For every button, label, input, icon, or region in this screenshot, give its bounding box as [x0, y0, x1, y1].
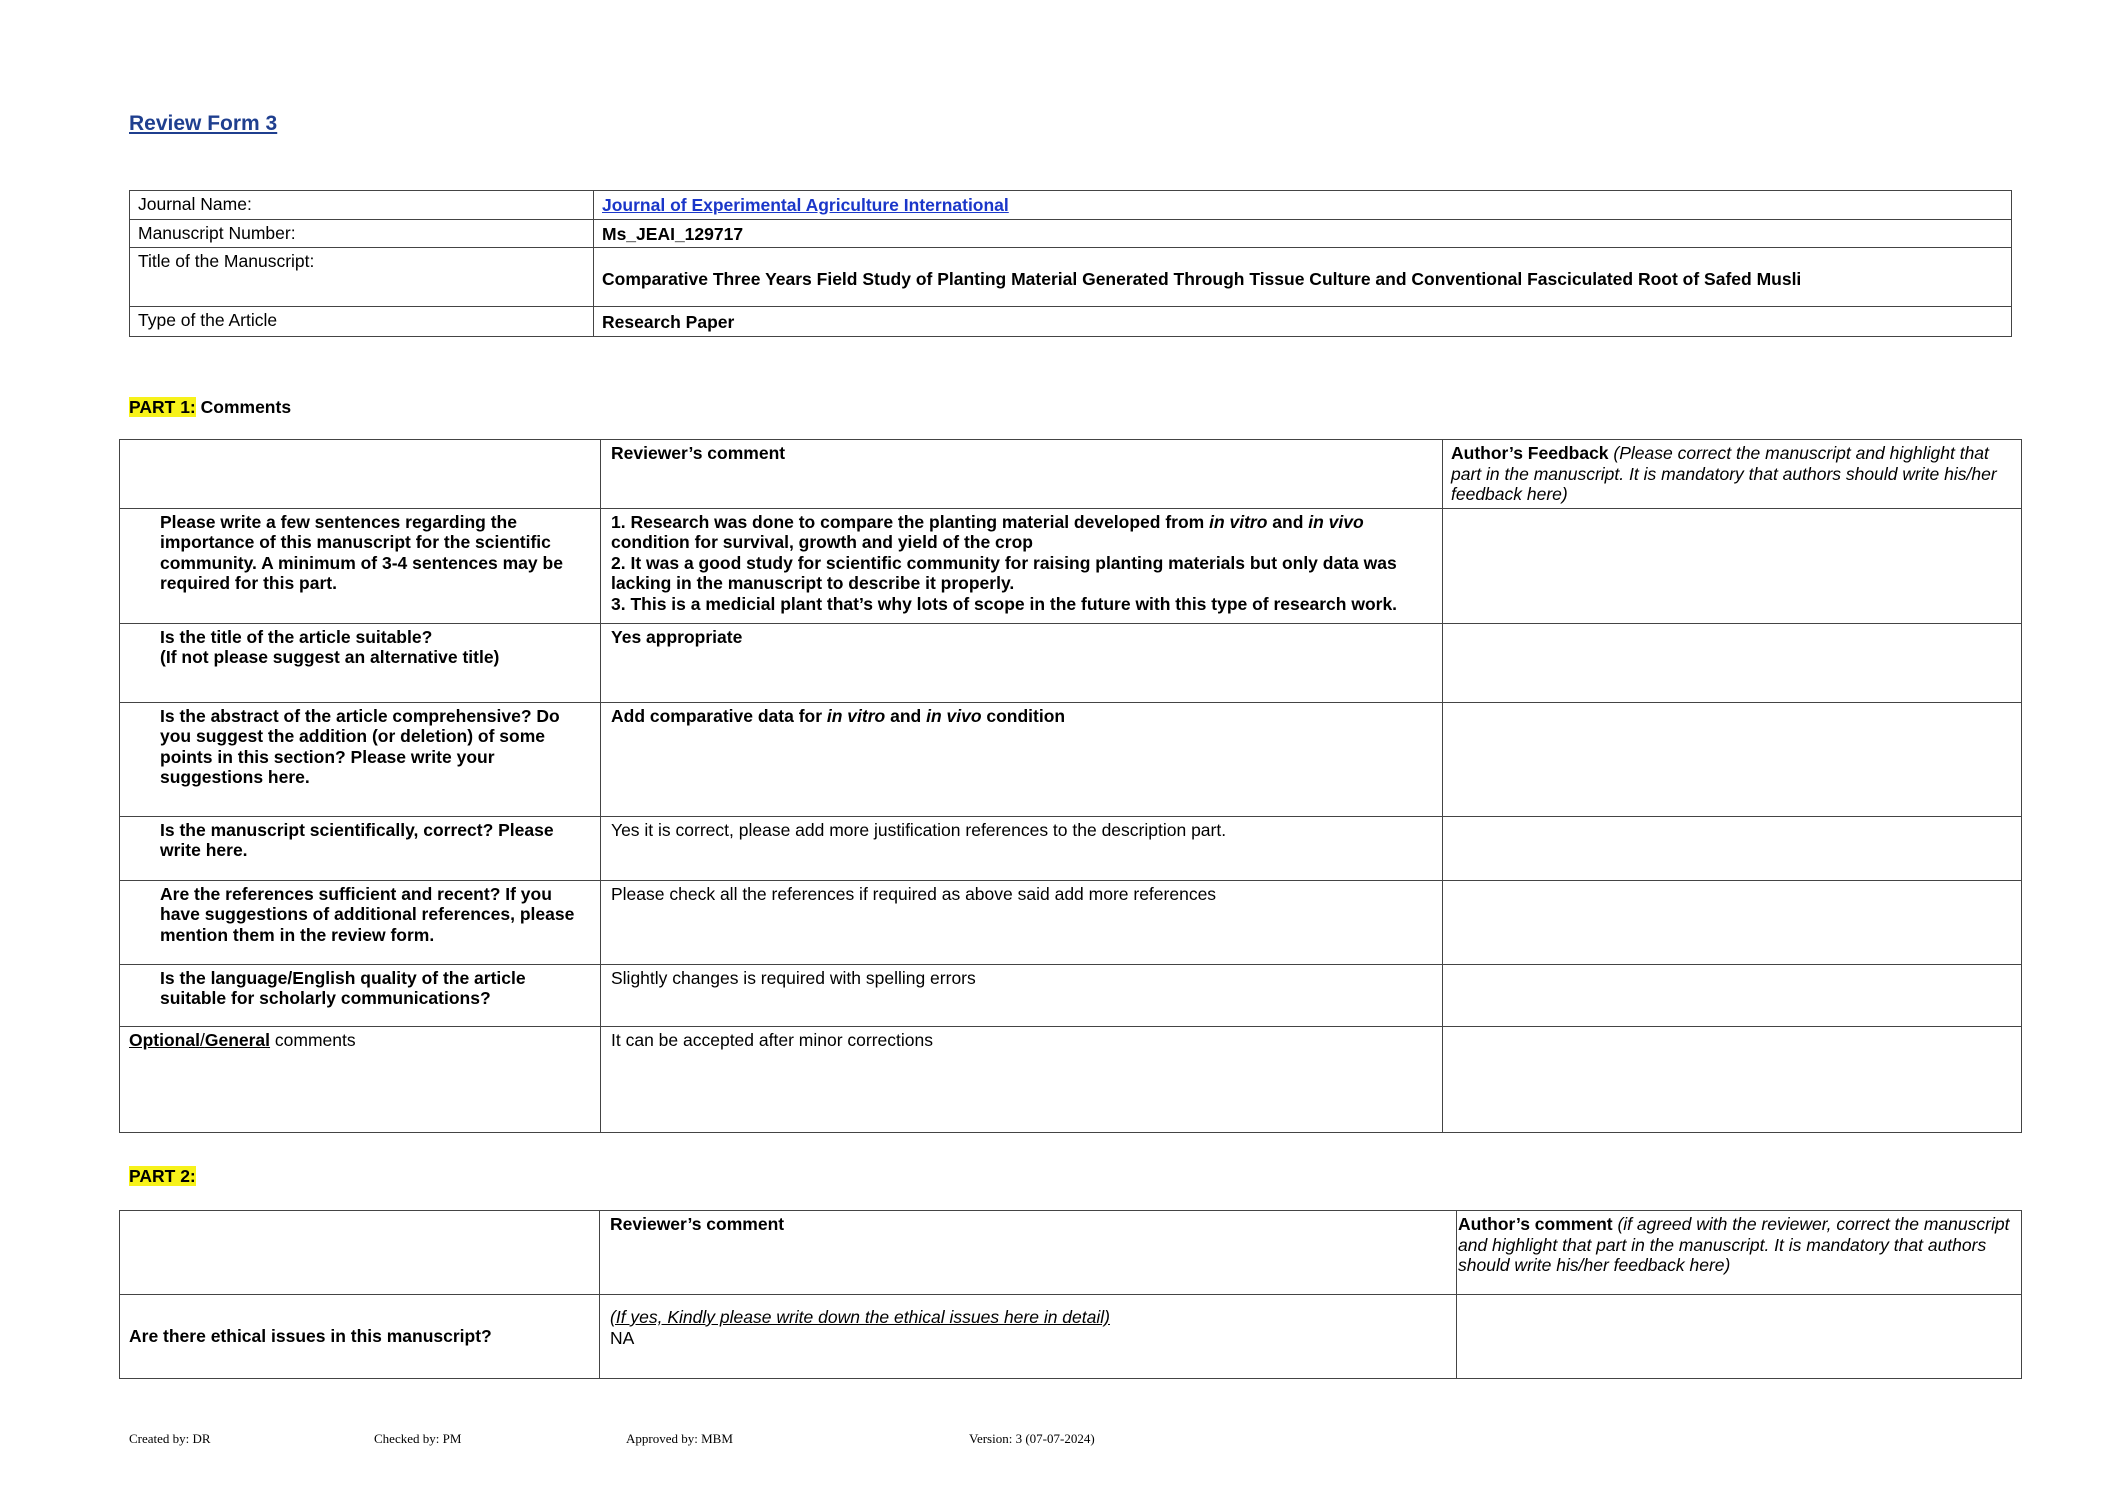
author-feedback-cell[interactable] — [1443, 508, 2022, 623]
comment-scientific: Yes it is correct, please add more justification references to the description part. — [601, 816, 1443, 880]
part1-reviewer-header: Reviewer’s comment — [601, 440, 1443, 509]
part2-ethics-table — [119, 1210, 2022, 1379]
table-row — [120, 964, 2022, 1026]
part1-header-empty — [120, 440, 601, 509]
manuscript-title-value: Comparative Three Years Field Study of Planting Material Generated Through Tissue Culture and Conventional Fasciculated Root of Safed Musli — [594, 248, 2012, 307]
journal-row — [130, 191, 2012, 220]
part1-label: PART 1: — [129, 397, 196, 417]
part2-header-row — [120, 1211, 2022, 1295]
article-type-label: Type of the Article — [130, 307, 594, 337]
question-abstract: Is the abstract of the article comprehensive? Do you suggest the addition (or deletion) of some points in this section? Please write your suggestions here. — [120, 702, 601, 816]
comment-importance — [601, 508, 1443, 623]
manuscript-info-table — [129, 190, 2012, 337]
table-row — [120, 880, 2022, 964]
part2-header-empty — [120, 1211, 600, 1295]
comment-line-3: 3. This is a medicial plant that’s why lots of scope in the future with this type of research work. — [611, 593, 1398, 614]
manuscript-number-row — [130, 219, 2012, 248]
journal-link[interactable]: Journal of Experimental Agriculture International — [602, 195, 1009, 215]
manuscript-title-row — [130, 248, 2012, 307]
author-comment-note: (if agreed with the reviewer, correct the manuscript and highlight that part in the manuscript. It is mandatory that authors should write his/her feedback here) — [1458, 1214, 2010, 1275]
question-scientific: Is the manuscript scientifically, correct? Please write here. — [120, 816, 601, 880]
author-feedback-cell[interactable] — [1443, 880, 2022, 964]
ethics-answer: NA — [610, 1327, 635, 1348]
optional-general-label: Optional/General comments — [120, 1026, 601, 1132]
part2-heading — [129, 1166, 196, 1187]
part1-author-header — [1443, 440, 2022, 509]
part1-suffix: Comments — [195, 397, 292, 417]
table-row — [120, 702, 2022, 816]
part2-reviewer-header: Reviewer’s comment — [600, 1211, 1457, 1295]
author-feedback-cell[interactable] — [1443, 1026, 2022, 1132]
part1-heading — [129, 397, 291, 418]
footer-approved: Approved by: MBM — [626, 1431, 733, 1446]
form-title[interactable]: Review Form 3 — [129, 112, 278, 135]
part2-label: PART 2: — [129, 1166, 196, 1186]
question-importance: Please write a few sentences regarding the importance of this manuscript for the scientific community. A minimum of 3-4 sentences may be required for this part. — [120, 508, 601, 623]
comment-line-2: 2. It was a good study for scientific community for raising planting materials but only data was lacking in the manuscript to describe it properly. — [611, 552, 1397, 593]
article-type-value: Research Paper — [594, 307, 2012, 337]
footer-checked: Checked by: PM — [374, 1431, 462, 1446]
question-title: Is the title of the article suitable? (If not please suggest an alternative title) — [120, 623, 601, 702]
comment-references: Please check all the references if required as above said add more references — [601, 880, 1443, 964]
author-feedback-cell[interactable] — [1443, 702, 2022, 816]
comment-optional: It can be accepted after minor corrections — [601, 1026, 1443, 1132]
part1-header-row — [120, 440, 2022, 509]
comment-title: Yes appropriate — [601, 623, 1443, 702]
author-feedback-cell[interactable] — [1443, 964, 2022, 1026]
author-feedback-cell[interactable] — [1443, 623, 2022, 702]
question-references: Are the references sufficient and recent? If you have suggestions of additional references, please mention them in the review form. — [120, 880, 601, 964]
table-row — [120, 816, 2022, 880]
comment-line-1: 1. Research was done to compare the planting material developed from in vitro and in vivo condition for survival, growth and yield of the crop — [611, 511, 1364, 552]
ethics-hint: (If yes, Kindly please write down the ethical issues here in detail) — [610, 1307, 1110, 1327]
footer-version: Version: 3 (07-07-2024) — [969, 1431, 1095, 1446]
journal-label: Journal Name: — [130, 191, 594, 220]
table-row — [120, 1026, 2022, 1132]
manuscript-number-label: Manuscript Number: — [130, 219, 594, 248]
author-feedback-title: Author’s Feedback — [1451, 443, 1609, 463]
footer-created: Created by: DR — [129, 1431, 211, 1446]
manuscript-number-value: Ms_JEAI_129717 — [594, 219, 2012, 248]
table-row — [120, 508, 2022, 623]
table-row — [120, 1295, 2022, 1379]
question-ethics: Are there ethical issues in this manuscript? — [120, 1295, 600, 1379]
author-comment-title: Author’s comment — [1458, 1214, 1613, 1234]
author-feedback-cell[interactable] — [1443, 816, 2022, 880]
question-language: Is the language/English quality of the article suitable for scholarly communications? — [120, 964, 601, 1026]
comment-ethics — [600, 1295, 1457, 1379]
part1-comments-table — [119, 439, 2022, 1133]
manuscript-title-label: Title of the Manuscript: — [130, 248, 594, 307]
comment-language: Slightly changes is required with spelling errors — [601, 964, 1443, 1026]
article-type-row — [130, 307, 2012, 337]
author-feedback-note: (Please correct the manuscript and highlight that part in the manuscript. It is mandatory that authors should write his/her feedback here) — [1451, 443, 1997, 504]
part2-author-header — [1457, 1211, 2022, 1295]
comment-abstract: Add comparative data for in vitro and in vivo condition — [601, 702, 1443, 816]
author-comment-cell[interactable] — [1457, 1295, 2022, 1379]
table-row — [120, 623, 2022, 702]
